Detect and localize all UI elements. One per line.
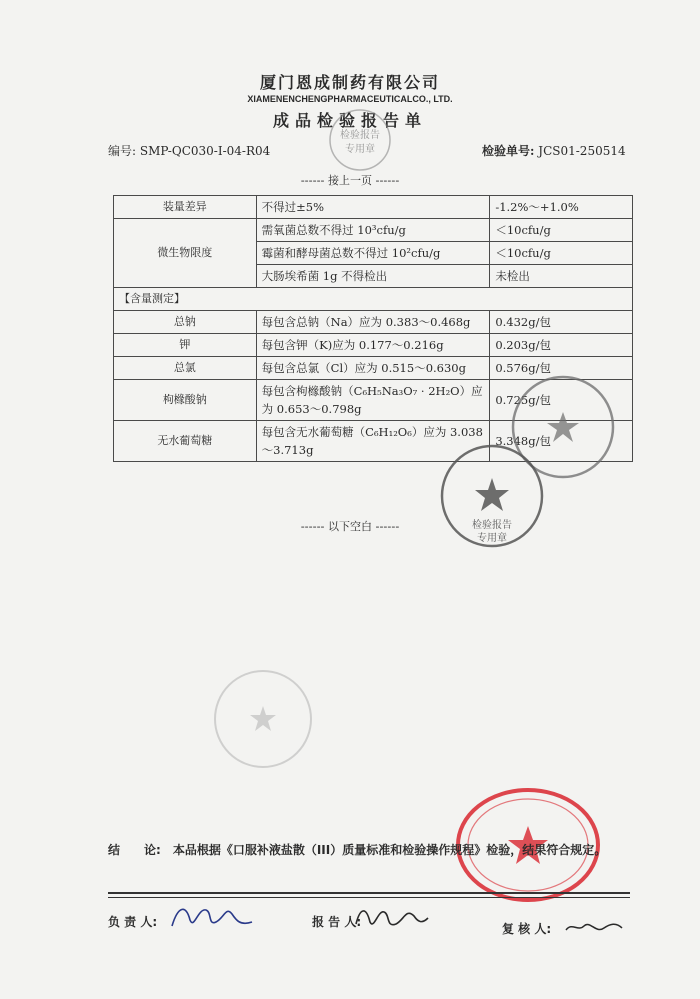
- item-name: 钾: [114, 334, 257, 357]
- item-name: 总氯: [114, 357, 257, 380]
- document-number: [108, 142, 270, 159]
- table-row: [114, 219, 633, 242]
- item-name: 枸橼酸钠: [114, 380, 257, 421]
- faint-seal: [208, 664, 318, 774]
- qc-seal: [432, 442, 552, 550]
- item-standard: 每包含无水葡萄糖（C₆H₁₂O₆）应为 3.038～3.713g: [256, 421, 490, 462]
- item-standard: 霉菌和酵母菌总数不得过 10²cfu/g: [256, 242, 490, 265]
- continued-note: ------ 接上一页 ------: [300, 174, 400, 187]
- item-result: 0.203g/包: [490, 334, 633, 357]
- table-section-row: [114, 288, 633, 311]
- conclusion-text: 本品根据《口服补液盐散（III）质量标准和检验操作规程》检验，结果符合规定。: [172, 843, 607, 857]
- company-name-cn: 厦门恩成制药有限公司: [259, 73, 440, 92]
- reporter-label: 报 告 人:: [312, 915, 362, 929]
- header-qc-stamp: [312, 108, 408, 172]
- divider-rule: [108, 892, 630, 894]
- inspection-no-label: 检验单号:: [482, 144, 535, 158]
- divider-rule-thin: [108, 897, 630, 898]
- item-name: 装量差异: [114, 196, 257, 219]
- stamp-text-line1: 检验报告: [340, 130, 380, 141]
- item-standard: 需氧菌总数不得过 10³cfu/g: [256, 219, 490, 242]
- responsible-label: 负 责 人:: [108, 915, 158, 929]
- item-standard: 每包含钾（K)应为 0.177～0.216g: [256, 334, 490, 357]
- item-result: 0.432g/包: [490, 311, 633, 334]
- section-heading: 【含量测定】: [114, 288, 633, 311]
- seal-text-line2: 专用章: [477, 533, 507, 544]
- seal-text-line1: 检验报告: [472, 520, 512, 531]
- item-result: 0.576g/包: [490, 357, 633, 380]
- item-standard: 每包含枸橼酸钠（C₆H₅Na₃O₇ · 2H₂O）应为 0.653～0.798g: [256, 380, 490, 421]
- inspection-number: [482, 142, 626, 159]
- item-standard: 每包含总氯（Cl）应为 0.515～0.630g: [256, 357, 490, 380]
- conclusion: [108, 838, 638, 862]
- item-name: 总钠: [114, 311, 257, 334]
- table-row: [114, 196, 633, 219]
- reporter-signature: [352, 900, 432, 934]
- item-result: 3.348g/包: [490, 421, 633, 462]
- inspection-no-value: JCS01-250514: [538, 144, 626, 158]
- stamp-text-line2: 专用章: [345, 144, 375, 155]
- conclusion-label: 结 论:: [108, 843, 161, 857]
- reviewer-label: 复 核 人:: [502, 922, 552, 936]
- item-name: 微生物限度: [114, 219, 257, 288]
- responsible-signature: [168, 900, 258, 934]
- item-standard: 不得过±5%: [256, 196, 490, 219]
- item-name: 无水葡萄糖: [114, 421, 257, 462]
- reviewer-signature: [562, 912, 626, 940]
- doc-no-value: SMP-QC030-I-04-R04: [139, 144, 271, 158]
- item-result: 未检出: [490, 265, 633, 288]
- item-result: ＜10cfu/g: [490, 242, 633, 265]
- item-result: -1.2%～+1.0%: [490, 196, 633, 219]
- company-name-en: XIAMENENCHENGPHARMACEUTICALCO., LTD.: [247, 94, 453, 104]
- reviewer: [502, 920, 551, 937]
- table-row: [114, 311, 633, 334]
- item-result: ＜10cfu/g: [490, 219, 633, 242]
- item-result: 0.725g/包: [490, 380, 633, 421]
- doc-no-label: 编号:: [108, 144, 137, 158]
- document-title: 成品检验报告单: [272, 111, 427, 130]
- blank-below-note: ------ 以下空白 ------: [300, 520, 400, 533]
- item-standard: 大肠埃希菌 1g 不得检出: [256, 265, 490, 288]
- item-standard: 每包含总钠（Na）应为 0.383～0.468g: [256, 311, 490, 334]
- responsible-person: [108, 913, 157, 930]
- table-row: [114, 334, 633, 357]
